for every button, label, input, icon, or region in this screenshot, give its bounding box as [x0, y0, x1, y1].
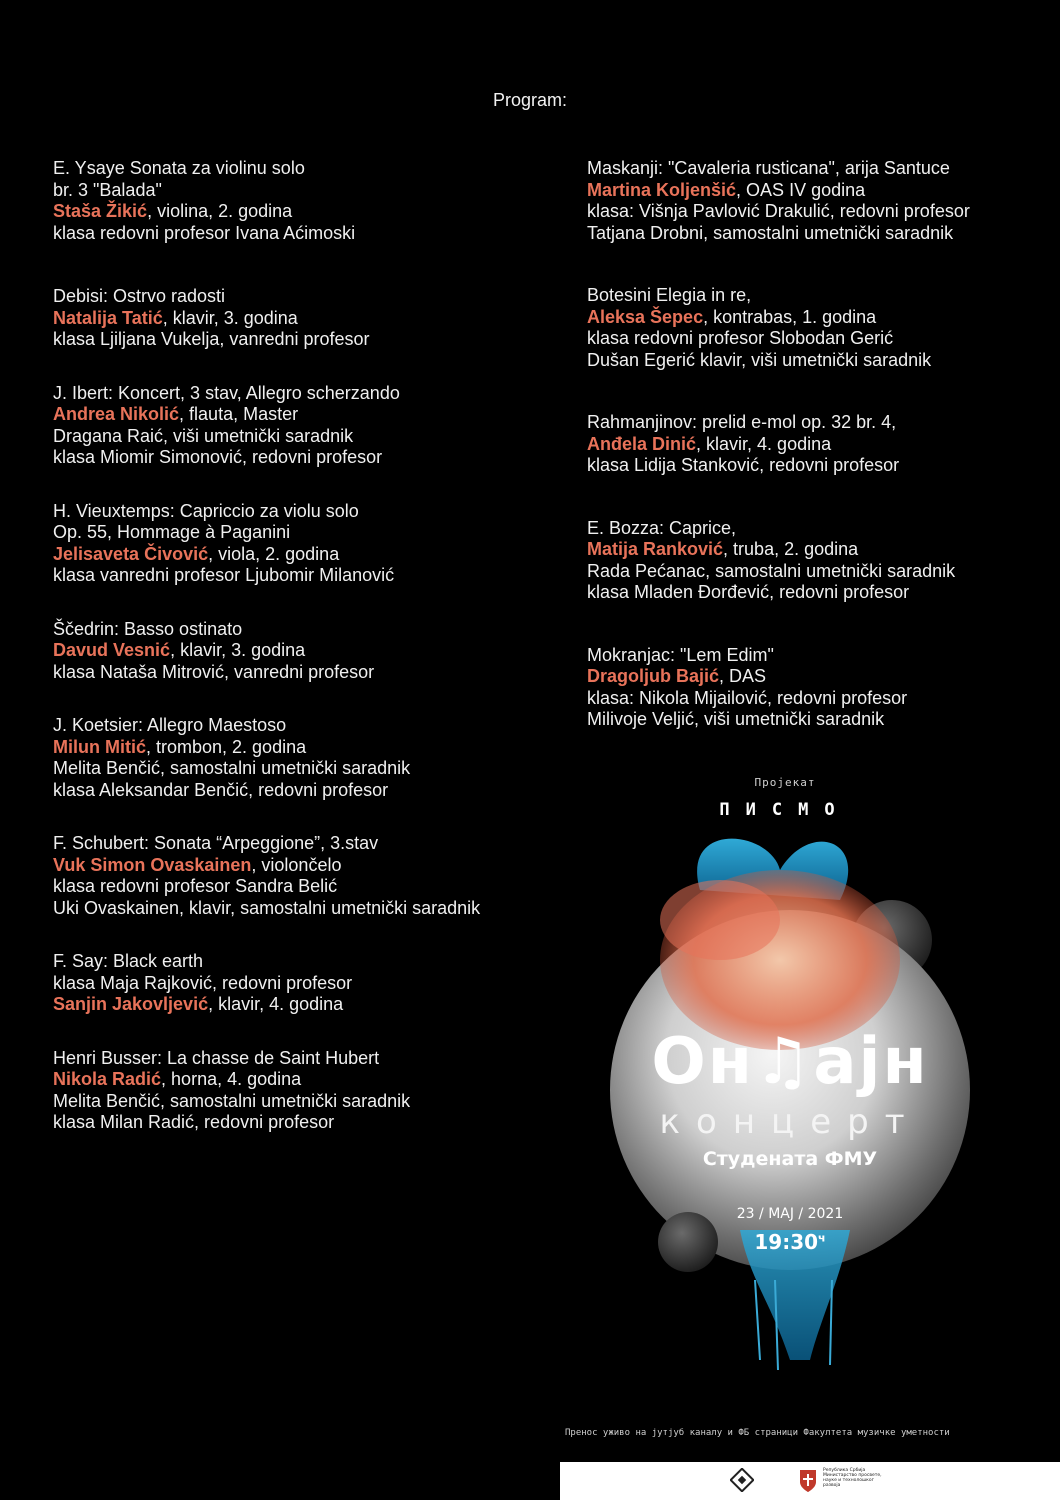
program-item [587, 158, 1047, 244]
performer-line [587, 307, 1047, 329]
performer-line [53, 404, 553, 426]
program-item [53, 951, 553, 1016]
performer-name: Milun Mitić [53, 736, 146, 757]
class-info: klasa Milan Radić, redovni profesor [53, 1112, 335, 1132]
performer-name: Anđela Dinić [587, 433, 697, 454]
class-info: klasa Lidija Stanković, redovni profesor [587, 455, 900, 475]
logo-strip [560, 1462, 1060, 1500]
piece-title: H. Vieuxtemps: Capriccio za violu solo [53, 500, 359, 521]
performer-line [53, 737, 553, 759]
program-item [53, 715, 553, 801]
accompanist-info: Melita Benčić, samostalni umetnički saradnik [53, 1090, 411, 1111]
class-info: klasa Maja Rajković, redovni profesor [53, 972, 353, 993]
accompanist-info: Dragana Raić, viši umetnički saradnik [53, 425, 354, 446]
performer-details: , klavir, 3. godina [170, 640, 306, 660]
performer-name: Andrea Nikolić [53, 404, 180, 424]
piece-title: Debisi: Ostrvo radosti [53, 286, 226, 306]
performer-line [587, 666, 1047, 688]
piece-title: Ščedrin: Basso ostinato [53, 618, 243, 639]
coral-ink-detail [660, 880, 780, 960]
performer-line [587, 180, 1047, 202]
performer-line [53, 640, 553, 662]
performer-line [53, 308, 553, 330]
program-item [53, 501, 553, 587]
class-info: klasa Aleksandar Benčić, redovni profesor [53, 779, 389, 800]
program-left-column [53, 158, 553, 1176]
class-info: klasa vanredni profesor Ljubomir Milanović [53, 565, 395, 585]
performer-details: , flauta, Master [179, 404, 299, 424]
piece-title: Botesini Elegia in re, [587, 285, 752, 305]
piece-title: br. 3 "Balada" [53, 179, 162, 200]
performer-details: , klavir, 4. godina [696, 433, 832, 454]
faculty-logo-icon [730, 1468, 754, 1492]
performer-name: Sanjin Jakovljević [53, 994, 209, 1014]
stream-note: Пренос уживо на јутјуб каналу и ФБ страници Факултета музичке уметности [565, 1428, 950, 1438]
performer-name: Staša Žikić [53, 201, 148, 221]
piece-title: Maskanji: "Cavaleria rusticana", arija Santuce [587, 158, 950, 178]
accompanist-info: Milivoje Veljić, viši umetnički saradnik [587, 709, 885, 729]
performer-line [53, 994, 553, 1016]
performer-details: , klavir, 3. godina [162, 307, 298, 328]
class-info: klasa: Nikola Mijailović, redovni profesor [587, 687, 908, 708]
performer-details: , klavir, 4. godina [208, 994, 344, 1014]
class-info: klasa Nataša Mitrović, vanredni profesor [53, 661, 375, 682]
class-info: klasa redovni profesor Sandra Belić [53, 876, 338, 896]
poster-artwork [570, 760, 1040, 1440]
class-info: klasa: Višnja Pavlović Drakulić, redovni profesor [587, 201, 970, 221]
performer-line [587, 539, 1047, 561]
poster-students: Студената ФМУ [702, 1148, 878, 1170]
project-label: Пројекат [754, 776, 816, 789]
performer-details: , violončelo [251, 854, 342, 875]
project-name: ПИСМО [719, 800, 851, 820]
program-item [587, 412, 1047, 477]
piece-title: Mokranjac: "Lem Edim" [587, 644, 774, 665]
performer-name: Davud Vesnić [53, 640, 171, 660]
performer-name: Matija Ranković [587, 539, 724, 559]
program-item [53, 286, 553, 351]
program-item [53, 158, 553, 244]
performer-details: , OAS IV godina [736, 179, 866, 200]
class-info: klasa Mladen Đorđević, redovni profesor [587, 582, 910, 602]
program-item [587, 518, 1047, 604]
piece-title: E. Bozza: Caprice, [587, 517, 737, 538]
performer-name: Jelisaveta Čivović [53, 543, 209, 564]
concert-poster [570, 760, 1040, 1440]
concert-time-suffix: ч [818, 1231, 826, 1245]
class-info: klasa Miomir Simonović, redovni profesor [53, 447, 383, 467]
program-item [53, 383, 553, 469]
performer-name: Vuk Simon Ovaskainen [53, 854, 252, 875]
class-info: klasa redovni profesor Ivana Aćimoski [53, 222, 356, 243]
class-info: klasa redovni profesor Slobodan Gerić [587, 328, 894, 348]
ministry-text: Република Србија Министарство просвете, науке и технолошког развоја [823, 1468, 882, 1488]
accompanist-info: Dušan Egerić klavir, viši umetnički saradnik [587, 349, 932, 370]
accompanist-info: Uki Ovaskainen, klavir, samostalni umetnički saradnik [53, 897, 481, 918]
performer-line [587, 434, 1047, 456]
performer-name: Natalija Tatić [53, 307, 163, 328]
serbia-coat-of-arms-icon [798, 1466, 818, 1494]
performer-line [53, 1069, 553, 1091]
performer-details: , violina, 2. godina [147, 201, 293, 221]
performer-details: , DAS [719, 666, 767, 686]
performer-details: , trombon, 2. godina [146, 736, 307, 757]
accompanist-info: Melita Benčić, samostalni umetnički saradnik [53, 758, 411, 778]
program-heading: Program: [492, 90, 568, 110]
performer-name: Nikola Radić [53, 1069, 162, 1089]
piece-title: J. Koetsier: Allegro Maestoso [53, 715, 287, 735]
concert-time [670, 1230, 910, 1254]
piece-title: F. Say: Black earth [53, 951, 204, 971]
program-item [587, 645, 1047, 731]
accompanist-info: Tatjana Drobni, samostalni umetnički saradnik [587, 222, 954, 243]
performer-details: , horna, 4. godina [161, 1069, 302, 1089]
program-item [587, 285, 1047, 371]
piece-title: Op. 55, Hommage à Paganini [53, 522, 291, 542]
piece-title: E. Ysaye Sonata za violinu solo [53, 158, 305, 178]
performer-details: , kontrabas, 1. godina [703, 306, 877, 327]
piece-title: Rahmanjinov: prelid e-mol op. 32 br. 4, [587, 412, 897, 432]
program-item [53, 619, 553, 684]
ink-drip-line [755, 1280, 760, 1360]
program-item [53, 1048, 553, 1134]
performer-name: Martina Koljenšić [587, 179, 737, 200]
performer-line [53, 544, 553, 566]
poster-subtitle: концерт [659, 1102, 921, 1142]
piece-title: F. Schubert: Sonata “Arpeggione”, 3.stav [53, 833, 379, 853]
program-right-column [587, 158, 1047, 772]
piece-title: Henri Busser: La chasse de Saint Hubert [53, 1047, 380, 1068]
program-item [53, 833, 553, 919]
poster-title: Он♫ајн [651, 1025, 929, 1099]
concert-date: 23 / МАЈ / 2021 [736, 1206, 844, 1222]
concert-time-value: 19:30 [754, 1230, 819, 1254]
performer-line [53, 201, 553, 223]
performer-details: , viola, 2. godina [208, 543, 340, 564]
performer-name: Aleksa Šepec [587, 306, 704, 327]
performer-details: , truba, 2. godina [723, 539, 859, 559]
accompanist-info: Rada Pećanac, samostalni umetnički saradnik [587, 560, 956, 581]
performer-line [53, 855, 553, 877]
class-info: klasa Ljiljana Vukelja, vanredni profesor [53, 329, 370, 349]
piece-title: J. Ibert: Koncert, 3 stav, Allegro scherzando [53, 382, 400, 403]
performer-name: Dragoljub Bajić [587, 666, 720, 686]
